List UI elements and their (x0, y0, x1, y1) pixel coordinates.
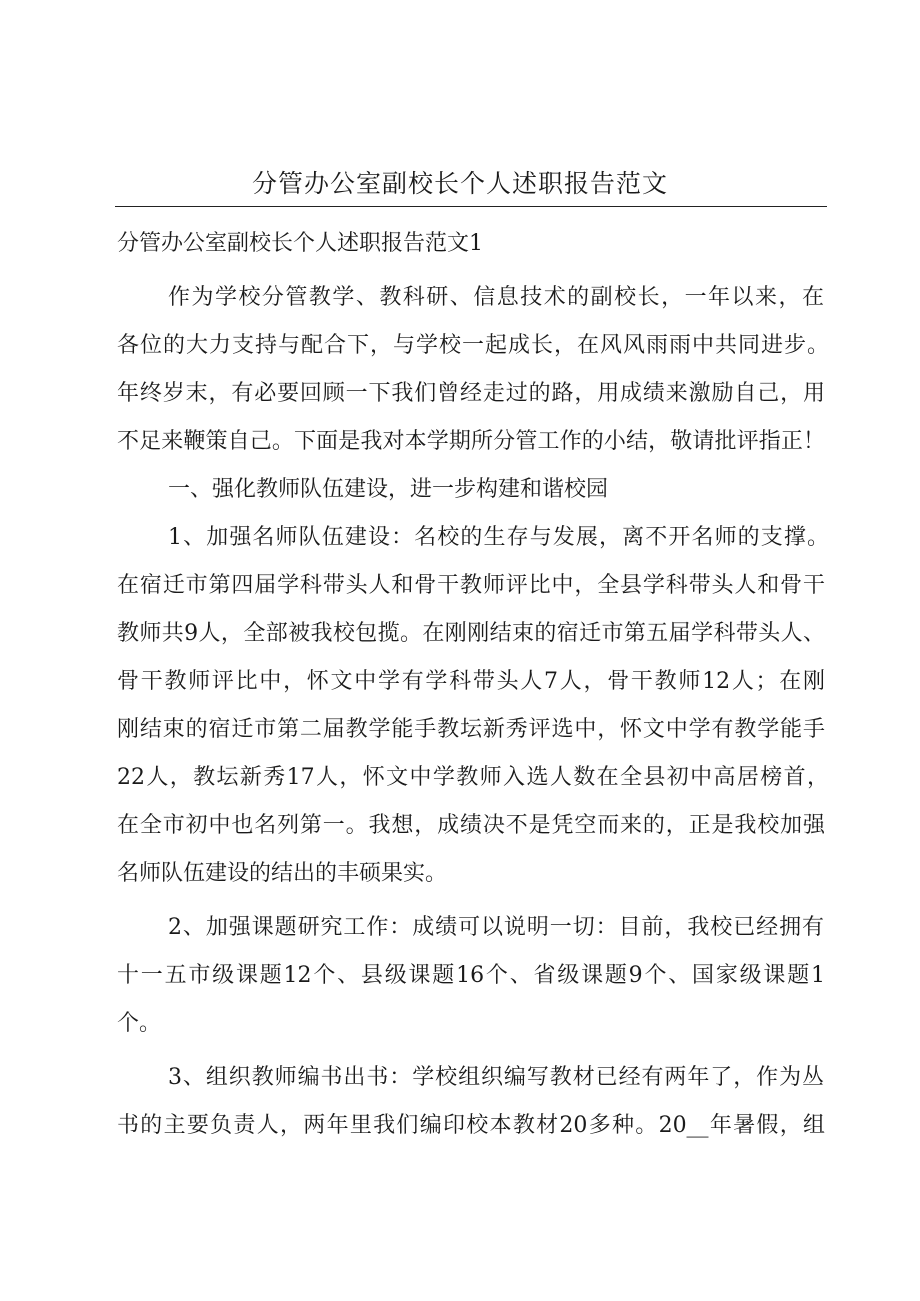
paragraph-line: 教师共9人，全部被我校包揽。在刚刚结束的宿迁市第五届学科带头人、 (117, 621, 825, 646)
paragraph-line: 2、加强课题研究工作：成绩可以说明一切：目前，我校已经拥有 (168, 915, 824, 940)
paragraph-line: 刚结束的宿迁市第二届教学能手教坛新秀评选中，怀文中学有教学能手 (117, 717, 825, 742)
paragraph-line: 3、组织教师编书出书：学校组织编写教材已经有两年了，作为丛 (168, 1065, 824, 1090)
title-divider (115, 206, 827, 207)
paragraph-line: 书的主要负责人，两年里我们编印校本教材20多种。20__年暑假，组 (117, 1113, 825, 1138)
section-heading: 一、强化教师队伍建设，进一步构建和谐校园 (168, 477, 609, 502)
paragraph-line: 在全市初中也名列第一。我想，成绩决不是凭空而来的，正是我校加强 (117, 813, 825, 838)
paragraph-line: 年终岁末，有必要回顾一下我们曾经走过的路，用成绩来激励自己，用 (117, 381, 825, 406)
paragraph-line: 骨干教师评比中，怀文中学有学科带头人7人，骨干教师12人；在刚 (117, 669, 825, 694)
document-title: 分管办公室副校长个人述职报告范文 (251, 169, 668, 198)
paragraph-line: 个。 (117, 1011, 162, 1036)
paragraph-line: 22人，教坛新秀17人，怀文中学教师入选人数在全县初中高居榜首， (117, 765, 829, 790)
paragraph-line: 不足来鞭策自己。下面是我对本学期所分管工作的小结，敬请批评指正！ (117, 429, 825, 454)
paragraph-line: 在宿迁市第四届学科带头人和骨干教师评比中，全县学科带头人和骨干 (117, 573, 825, 598)
paragraph-line: 作为学校分管教学、教科研、信息技术的副校长，一年以来，在 (168, 285, 824, 310)
paragraph-line: 各位的大力支持与配合下，与学校一起成长，在风风雨雨中共同进步。 (117, 333, 829, 358)
paragraph-line: 1、加强名师队伍建设：名校的生存与发展，离不开名师的支撑。 (168, 525, 829, 550)
paragraph-line: 十一五市级课题12个、县级课题16个、省级课题9个、国家级课题1 (117, 963, 825, 988)
subtitle: 分管办公室副校长个人述职报告范文1 (117, 231, 483, 256)
paragraph-line: 名师队伍建设的结出的丰硕果实。 (117, 861, 448, 886)
